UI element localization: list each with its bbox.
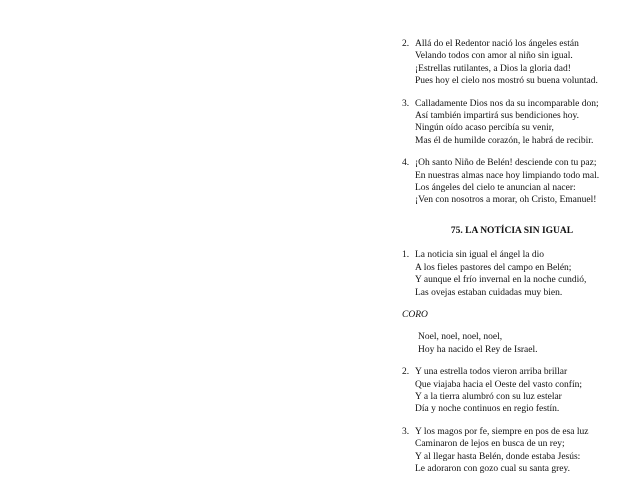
stanza-3-top: [402, 98, 632, 148]
verse-line: Que viajaba hacia el Oeste del vasto confín;: [415, 379, 582, 390]
verse-line: ¡Oh santo Niño de Belén! desciende con tu paz;: [415, 158, 597, 169]
verse-line: La noticia sin igual el ángel la dio: [415, 250, 545, 261]
verse-line: ¡Ven con nosotros a morar, oh Cristo, Emanuel!: [415, 195, 597, 206]
verse-line: Le adoraron con gozo cual su santa grey.: [415, 463, 571, 474]
stanza-1: [402, 249, 632, 299]
stanza-number: 3.: [402, 426, 410, 437]
stanza-3: [402, 426, 632, 476]
verse-line: Día y noche continuos en regio festín.: [415, 404, 560, 415]
verse-line: Caminaron de lejos en busca de un rey;: [415, 439, 565, 450]
verse-line: Los ángeles del cielo te anuncian al nacer:: [415, 183, 576, 194]
verse-line: En nuestras almas nace hoy limpiando todo mal.: [415, 170, 600, 181]
verse-line: Velando todos con amor al niño sin igual.: [415, 51, 573, 62]
stanza-number: 4.: [402, 158, 410, 169]
verse-line: Y una estrella todos vieron arriba brillar: [415, 367, 568, 378]
stanza-number: 2.: [402, 367, 410, 378]
verse-line: Y a la tierra alumbró con su luz estelar: [415, 391, 562, 402]
refrain-line: Noel, noel, noel, noel,: [418, 332, 503, 343]
verse-line: Ningún oído acaso percibía su venir,: [415, 123, 554, 134]
verse-line: Y los magos por fe, siempre en pos de esa luz: [415, 426, 589, 437]
stanza-number: 1.: [402, 250, 410, 261]
verse-line: A los fieles pastores del campo en Belén;: [415, 262, 572, 273]
stanza-number: 2.: [402, 39, 410, 49]
refrain-line: Hoy ha nacido el Rey de Israel.: [418, 344, 538, 355]
stanza-number: 3.: [402, 98, 410, 109]
verse-line: Allá do el Redentor nació los ángeles están: [415, 39, 579, 49]
stanza-2: [402, 366, 632, 416]
stanza-4-top: [402, 157, 632, 207]
verse-line: Y aunque el frío invernal en la noche cundió,: [415, 275, 587, 286]
verse-line: Las ovejas estaban cuidadas muy bien.: [415, 287, 563, 298]
verse-line: Calladamente Dios nos da su incomparable don;: [415, 98, 599, 109]
coro-label: CORO: [402, 309, 428, 320]
stanza-2-top: [402, 38, 632, 88]
hymn-title: 75. LA NOTÍCIA SIN IGUAL: [450, 225, 574, 236]
verse-line: Y al llegar hasta Belén, donde estaba Jesús:: [415, 451, 581, 462]
verse-line: ¡Estrellas rutilantes, a Dios la gloria dad!: [415, 63, 571, 74]
verse-line: Así también impartirá sus bendiciones hoy.: [415, 111, 580, 122]
verse-line: Pues hoy el cielo nos mostró su buena voluntad.: [415, 76, 598, 87]
coro-refrain: [402, 331, 632, 356]
hymn-page: [402, 38, 632, 475]
verse-line: Mas él de humilde corazón, le habrá de recibir.: [415, 135, 594, 146]
